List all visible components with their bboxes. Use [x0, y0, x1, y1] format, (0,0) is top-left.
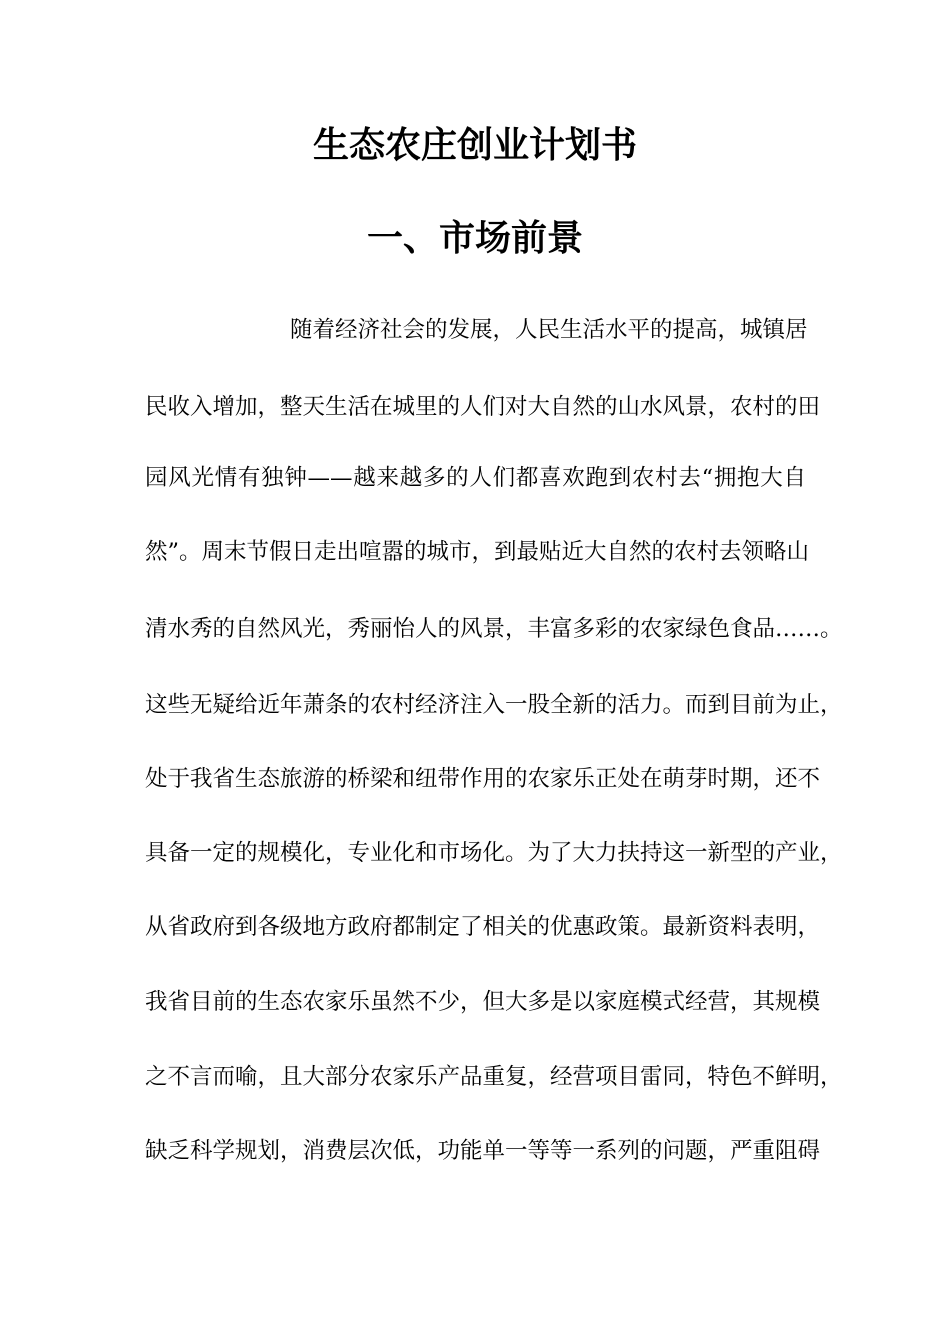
paragraph-line: 然”。周末节假日走出喧嚣的城市，到最贴近大自然的农村去领略山 — [145, 539, 810, 565]
paragraph-line: 我省目前的生态农家乐虽然不少，但大多是以家庭模式经营，其规模 — [145, 989, 821, 1015]
paragraph-line: 随着经济社会的发展，人民生活水平的提高，城镇居 — [290, 317, 808, 343]
document-title: 生态农庄创业计划书 — [312, 124, 637, 166]
paragraph-line: 这些无疑给近年萧条的农村经济注入一股全新的活力。而到目前为止， — [145, 692, 843, 718]
paragraph-line: 园风光情有独钟——越来越多的人们都喜欢跑到农村去“拥抱大自 — [145, 465, 806, 491]
section-heading: 一、市场前景 — [366, 217, 583, 259]
paragraph-line: 处于我省生态旅游的桥梁和纽带作用的农家乐正处在萌芽时期，还不 — [145, 766, 821, 792]
paragraph-line: 具备一定的规模化，专业化和市场化。为了大力扶持这一新型的产业， — [145, 840, 843, 866]
paragraph-line: 从省政府到各级地方政府都制定了相关的优惠政策。最新资料表明， — [145, 914, 821, 940]
paragraph-line: 之不言而喻，且大部分农家乐产品重复，经营项目雷同，特色不鲜明， — [145, 1064, 843, 1090]
paragraph-line: 缺乏科学规划，消费层次低，功能单一等等一系列的问题，严重阻碍 — [145, 1138, 821, 1164]
paragraph-line: 民收入增加，整天生活在城里的人们对大自然的山水风景，农村的田 — [145, 394, 821, 420]
paragraph-line: 清水秀的自然风光，秀丽怡人的风景，丰富多彩的农家绿色食品……。 — [145, 616, 843, 642]
